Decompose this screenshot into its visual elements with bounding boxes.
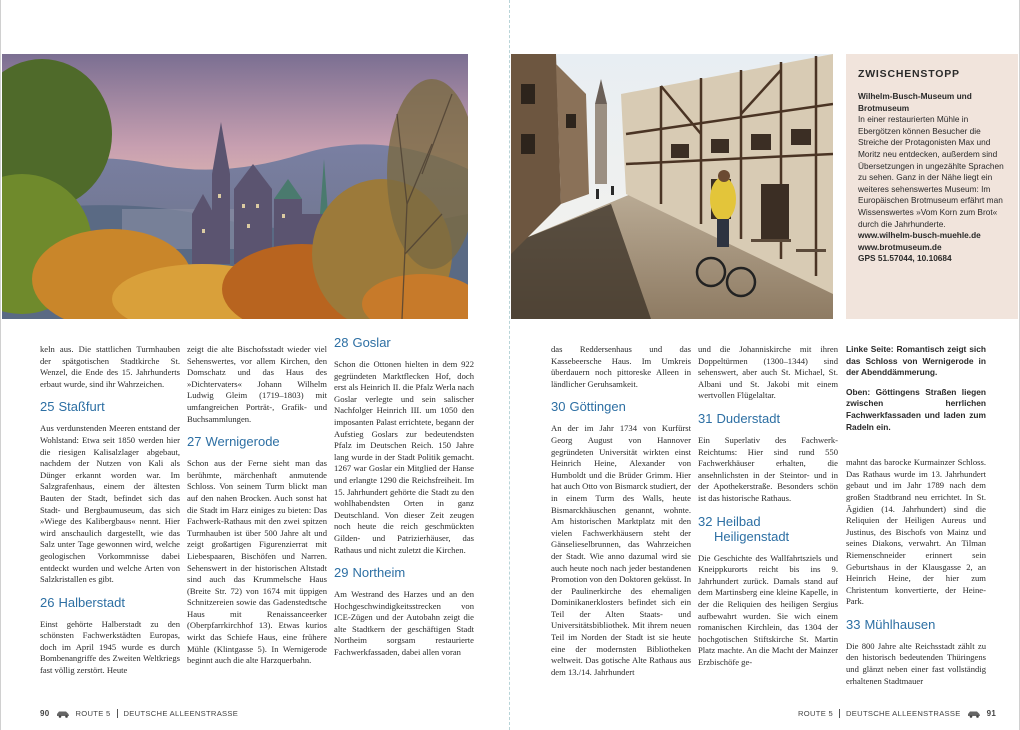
sidebox-gps: GPS 51.57044, 10.10684	[858, 253, 952, 264]
photo-caption-left: Linke Seite: Romantisch zeigt sich das Schloss von Wernigerode in der Abenddämmerung.	[846, 344, 986, 378]
footer-separator	[117, 709, 118, 718]
section-title: Halberstadt	[58, 594, 125, 610]
sidebox-subtitle: Wilhelm-Busch-Museum und Brotmuseum	[858, 91, 972, 113]
sidebox-title: ZWISCHENSTOPP	[858, 68, 960, 80]
section-heading-33	[846, 617, 986, 632]
section-number: 30	[551, 399, 566, 415]
route-label: ROUTE 5	[798, 709, 834, 718]
section-number: 29	[334, 565, 349, 581]
section-text-29: Am Westrand des Harzes und an den Hochgeschwindigkeitsstrecken von ICE-Zügen und der Autobahn zeigt die alte Stadtkern der geschäftigen Stadt Northeim sorgsam restaurierte Fachwerkfassaden, dabei allen voran	[334, 589, 474, 658]
section-title: Göttingen	[569, 399, 626, 415]
photo-caption-top: Oben: Göttingens Straßen liegen zwischen herrlichen Fachwerkfassaden und laden zum Radeln ein.	[846, 386, 986, 432]
route-title: DEUTSCHE ALLEENSTRASSE	[123, 709, 239, 718]
text-column-5	[698, 344, 838, 668]
section-number: 28	[334, 335, 349, 350]
column-intro: das Reddersenhaus und das Kassebeersche Haus. Im Umkreis überdauern noch pittoreske Alleen in ländlicher Geruhsamkeit.	[551, 344, 691, 389]
text-column-6	[846, 344, 986, 687]
page-number: 90	[40, 709, 50, 718]
section-heading-26	[40, 595, 180, 610]
section-text-31: Ein Superlativ des Fachwerk-Reichtums: Hier sind rund 550 Fachwerkhäuser erhalten, die ansehnlichsten in der Steintor- und in der Apothekerstraße. Besonders schön ist das historische Rathaus.	[698, 434, 838, 503]
sidebox-link-wilhelm-busch[interactable]: www.wilhelm-busch-muehle.de	[858, 230, 981, 241]
text-column-3	[334, 335, 474, 659]
footer-separator	[839, 709, 840, 718]
section-title: Staßfurt	[58, 399, 105, 415]
wernigerode-castle-photo	[2, 54, 468, 319]
section-heading-32	[698, 514, 838, 544]
section-number: 33	[846, 616, 861, 632]
route-title: DEUTSCHE ALLEENSTRASSE	[846, 709, 961, 718]
section-title: Mühlhausen	[864, 616, 936, 632]
section-text-28: Schon die Ottonen hielten in dem 922 gegründeten Marktflecken Hof, doch erst als Heinrich II. die Pfalz Werla nach Goslar verlegte und sein salischer Nachfolger Heinrich III. um 1050 den imposanten Palast errichtete, begann der Aufstieg Goslars zur bedeutendsten Pfalz im Deutschen Reich. 150 Jahre lang wurde in der Stadt Politik gemacht. 1267 war Goslar ein Mitglied der Hanse und erlangte 1290 die Reichsfreiheit. Im 15. Jahrhundert gehörte die Stadt zu den wohlhabendsten Orten in ganz Deutschland. Von dieser Zeit zeugen noch heute die reich geschmückten Gilden- und Patrizierhäuser, das Rathaus und nicht zuletzt die Kirchen.	[334, 359, 474, 555]
section-heading-30	[551, 399, 691, 414]
section-title: Goslar	[352, 335, 391, 350]
section-text-26: Einst gehörte Halberstadt zu den schönsten Fachwerkstädten Europas, doch im April 1945 wurde es durch Bombenangriffe des Zweiten Weltkriegs fast völlig zerstört. Heute	[40, 618, 180, 676]
section-number: 32	[698, 513, 713, 529]
section-heading-28	[334, 335, 474, 350]
zwischenstopp-box	[846, 54, 1018, 319]
goettingen-street-photo	[511, 54, 833, 319]
page-number: 91	[986, 709, 997, 718]
text-column-1	[40, 344, 180, 677]
car-icon	[967, 710, 981, 718]
section-title: Heilbad	[716, 513, 761, 529]
text-column-2	[187, 344, 327, 667]
sidebox-link-brotmuseum[interactable]: www.brotmuseum.de	[858, 241, 942, 252]
section-title: Duderstadt	[716, 410, 781, 426]
column-intro: und die Johanniskirche mit ihren Doppeltürmen (1300–1344) sind sehenswert, aber auch St. Michael, St. Albani und St. Jakobi mit einem wertvollen Flügelaltar.	[698, 344, 838, 401]
sidebox-text: In einer restaurierten Mühle in Ebergötzen können Besucher die Streiche der Protagonisten Max und Moritz neu entdecken, außerdem sind Übersetzungen in ungezählte Sprachen zu sehen. Ganz in der Nähe liegt ein weiteres sehenswertes Museum: Im Europäischen Brotmuseum erfährt man Wissenswertes »Vom Korn zum Brot« durch die Jahrhunderte.	[858, 114, 1004, 229]
section-number: 31	[698, 410, 713, 426]
section-title: Northeim	[352, 565, 406, 581]
section-heading-29	[334, 565, 474, 580]
section-title-line2: Heiligenstadt	[714, 528, 790, 544]
page-footer-right	[798, 709, 996, 718]
text-column-4	[551, 344, 691, 678]
section-text-27: Schon aus der Ferne sieht man das berühmte, märchenhaft anmutende Schloss. Von seinem Turm blickt man auf den nahen Brocken. Auch sonst hat die Stadt im Harz einiges zu bieten: Das Fachwerk-Rathaus mit den zwei spitzen Turmhauben ist über 500 Jahre alt und zeigt großartigen Figurenzierrat mit Liebespaaren, Bischöfen und Narren. Sehenswert in der historischen Altstadt sind auch das Krummelsche Haus (Breite Str. 72) von 1674 mit üppigen Schnitzereien sowie das Gadenstedtsche Haus mit Renaissanceerker (Oberpfarrkirchhof 13). Etwas kurios wirkt das Schiefe Haus, eine frühere Mühle (Klintgasse 5). In Wernigerode beginnt auch die alte Harzquerbahn.	[187, 458, 327, 666]
column-intro: zeigt die alte Bischofsstadt wieder viel Sehenswertes, vor allem Kirchen, den Domschatz und das Haus des »Dichtervaters« Johann Wilhelm Ludwig Gleim (1719–1803) mit umfangreichen Porträt-, Grafik- und Buchsammlungen.	[187, 344, 327, 424]
section-title: Wernigerode	[205, 434, 280, 450]
section-heading-31	[698, 411, 838, 426]
section-text-32: Die Geschichte des Wallfahrtsziels und Kneippkurorts reicht bis ins 9. Jahrhundert zurück. Damals stand auf dem Martinsberg eine kleine Kapelle, in der die Reliquien des heiligen Sergius aufbewahrt wurden. Sie wich einem romanischen Kirchlein, das 1304 der hochgotischen Stiftskirche St. Martin Platz machte. An die Macht der Mainzer Erzbischöfe ge-	[698, 552, 838, 667]
section-number: 25	[40, 399, 55, 415]
section-text-30: An der im Jahr 1734 von Kurfürst Georg August von Hannover gegründeten Universität wirkten einst Heinrich Heine, Alexander von Humboldt und die Brüder Grimm. Hier hat auch Otto von Bismarck studiert, der in einem Turm des Walls, heute Bismarckhäuschen genannt, wohnte. Am historischen Marktplatz mit den vielen Fachwerkhäusern steht der Gänselieselbrunnen, das Wahrzeichen der Stadt. Wie anno dazumal wird sie auch heute noch nach jeder bestandenen Promotion von den Doktoren geküsst. In der Paulinerkirche des ehemaligen Dominikanerklosters befindet sich ein Teil der Alten Staats- und Universitätsbibliothek. Mit ihrem neuen Teil im Norden der Stadt ist sie heute eine der modernsten Bibliotheken weltweit. Das gotische Alte Rathaus aus dem 13./14. Jahrhundert	[551, 423, 691, 677]
section-heading-27	[187, 434, 327, 449]
section-text-25: Aus verdunstenden Meeren entstand der Wohlstand: Etwa seit 1850 werden hier die riesigen Kalisalzlager abgebaut, nachdem der Nutzen von Kali als Dünger erkannt worden war. Im Salzgrafenhaus, einem der ältesten Bauten der Stadt, befindet sich das Stadt- und Bergbaumuseum, das sich »Wiege des Kalibergbaus« nennt. Hier wird anschaulich dargestellt, wie das Salz unter Tage gewonnen wird, welche geologischen Vorkommnisse dabei entdeckt wurden und welche Arten von Salzkristallen es gibt.	[40, 423, 180, 585]
section-text-33: Die 800 Jahre alte Reichsstadt zählt zu den historisch bedeutenden Thüringens und glänzt neben einer fast vollständig erhaltenen Stadtmauer	[846, 640, 986, 686]
page-edge	[0, 0, 1, 730]
section-number: 26	[40, 594, 55, 610]
column-intro: mahnt das barocke Kurmainzer Schloss. Das Rathaus wurde im 13. Jahrhundert gebaut und im Jahr 1789 nach dem großen Stadtbrand neu errichtet. In St. Ägidien (14. Jahrhundert) sind die Reliquien der Heiligen Aureus und Justinus, des Bischofs von Mainz und seines Diakons, verwahrt. An Tilman Riemenschneider erinnert sein Geburtshaus in der Klausgasse 2, an Heinrich Heine, der hier zum Christentum konvertierte, der Heine-Park.	[846, 457, 986, 607]
section-number: 27	[187, 434, 202, 450]
column-intro: keln aus. Die stattlichen Turmhauben der spätgotischen Stadtkirche St. Wenzel, die Ende des 15. Jahrhunderts erbaut wurde, sind ihr Wahrzeichen.	[40, 344, 180, 389]
page-footer-left	[40, 709, 238, 718]
section-heading-25	[40, 399, 180, 414]
route-label: ROUTE 5	[75, 709, 111, 718]
car-icon	[56, 710, 70, 718]
